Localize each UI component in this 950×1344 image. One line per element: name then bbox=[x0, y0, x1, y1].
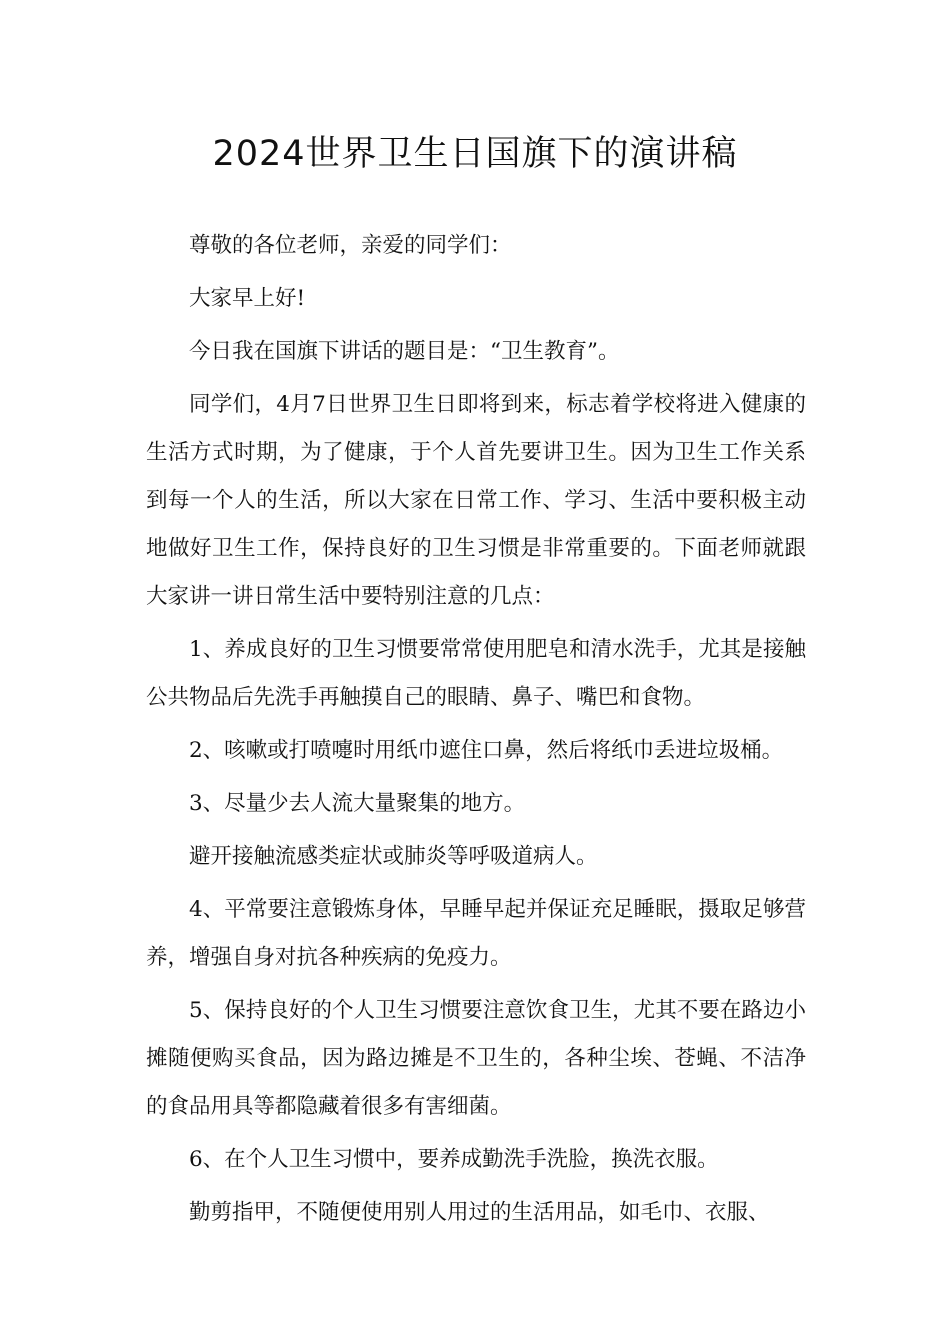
paragraph-intro: 同学们，4月7日世界卫生日即将到来，标志着学校将进入健康的生活方式时期，为了健康，于个人首先要讲卫生。因为卫生工作关系到每一个人的生活，所以大家在日常工作、学习、生活中要积极主动地做好卫生工作，保持良好的卫生习惯是非常重要的。下面老师就跟大家讲一讲日常生活中要特别注意的几点： bbox=[146, 392, 806, 609]
paragraph-point-4: 4、平常要注意锻炼身体，早睡早起并保证充足睡眠，摄取足够营养，增强自身对抗各种疾病的免疫力。 bbox=[146, 897, 806, 970]
document-body bbox=[146, 222, 806, 1242]
paragraph-point-6: 6、在个人卫生习惯中，要养成勤洗手洗脸，换洗衣服。 bbox=[189, 1147, 719, 1172]
document-title: 2024世界卫生日国旗下的演讲稿 bbox=[212, 134, 738, 174]
paragraph-point-2: 2、咳嗽或打喷嚏时用纸巾遮住口鼻，然后将纸巾丢进垃圾桶。 bbox=[189, 738, 784, 763]
paragraph-greeting: 尊敬的各位老师，亲爱的同学们： bbox=[189, 233, 512, 258]
paragraph-topic: 今日我在国旗下讲话的题目是：“卫生教育”。 bbox=[189, 339, 620, 364]
paragraph-good-morning: 大家早上好! bbox=[189, 286, 306, 311]
paragraph-point-3-detail: 避开接触流感类症状或肺炎等呼吸道病人。 bbox=[189, 844, 598, 869]
paragraph-point-1: 1、养成良好的卫生习惯要常常使用肥皂和清水洗手，尤其是接触公共物品后先洗手再触摸自己的眼睛、鼻子、嘴巴和食物。 bbox=[146, 637, 806, 710]
paragraph-point-3: 3、尽量少去人流大量聚集的地方。 bbox=[189, 791, 526, 816]
paragraph-point-5: 5、保持良好的个人卫生习惯要注意饮食卫生，尤其不要在路边小摊随便购买食品，因为路边摊是不卫生的，各种尘埃、苍蝇、不洁净的食品用具等都隐藏着很多有害细菌。 bbox=[146, 998, 806, 1119]
paragraph-point-6-detail: 勤剪指甲，不随便使用别人用过的生活用品，如毛巾、衣服、 bbox=[189, 1200, 770, 1225]
